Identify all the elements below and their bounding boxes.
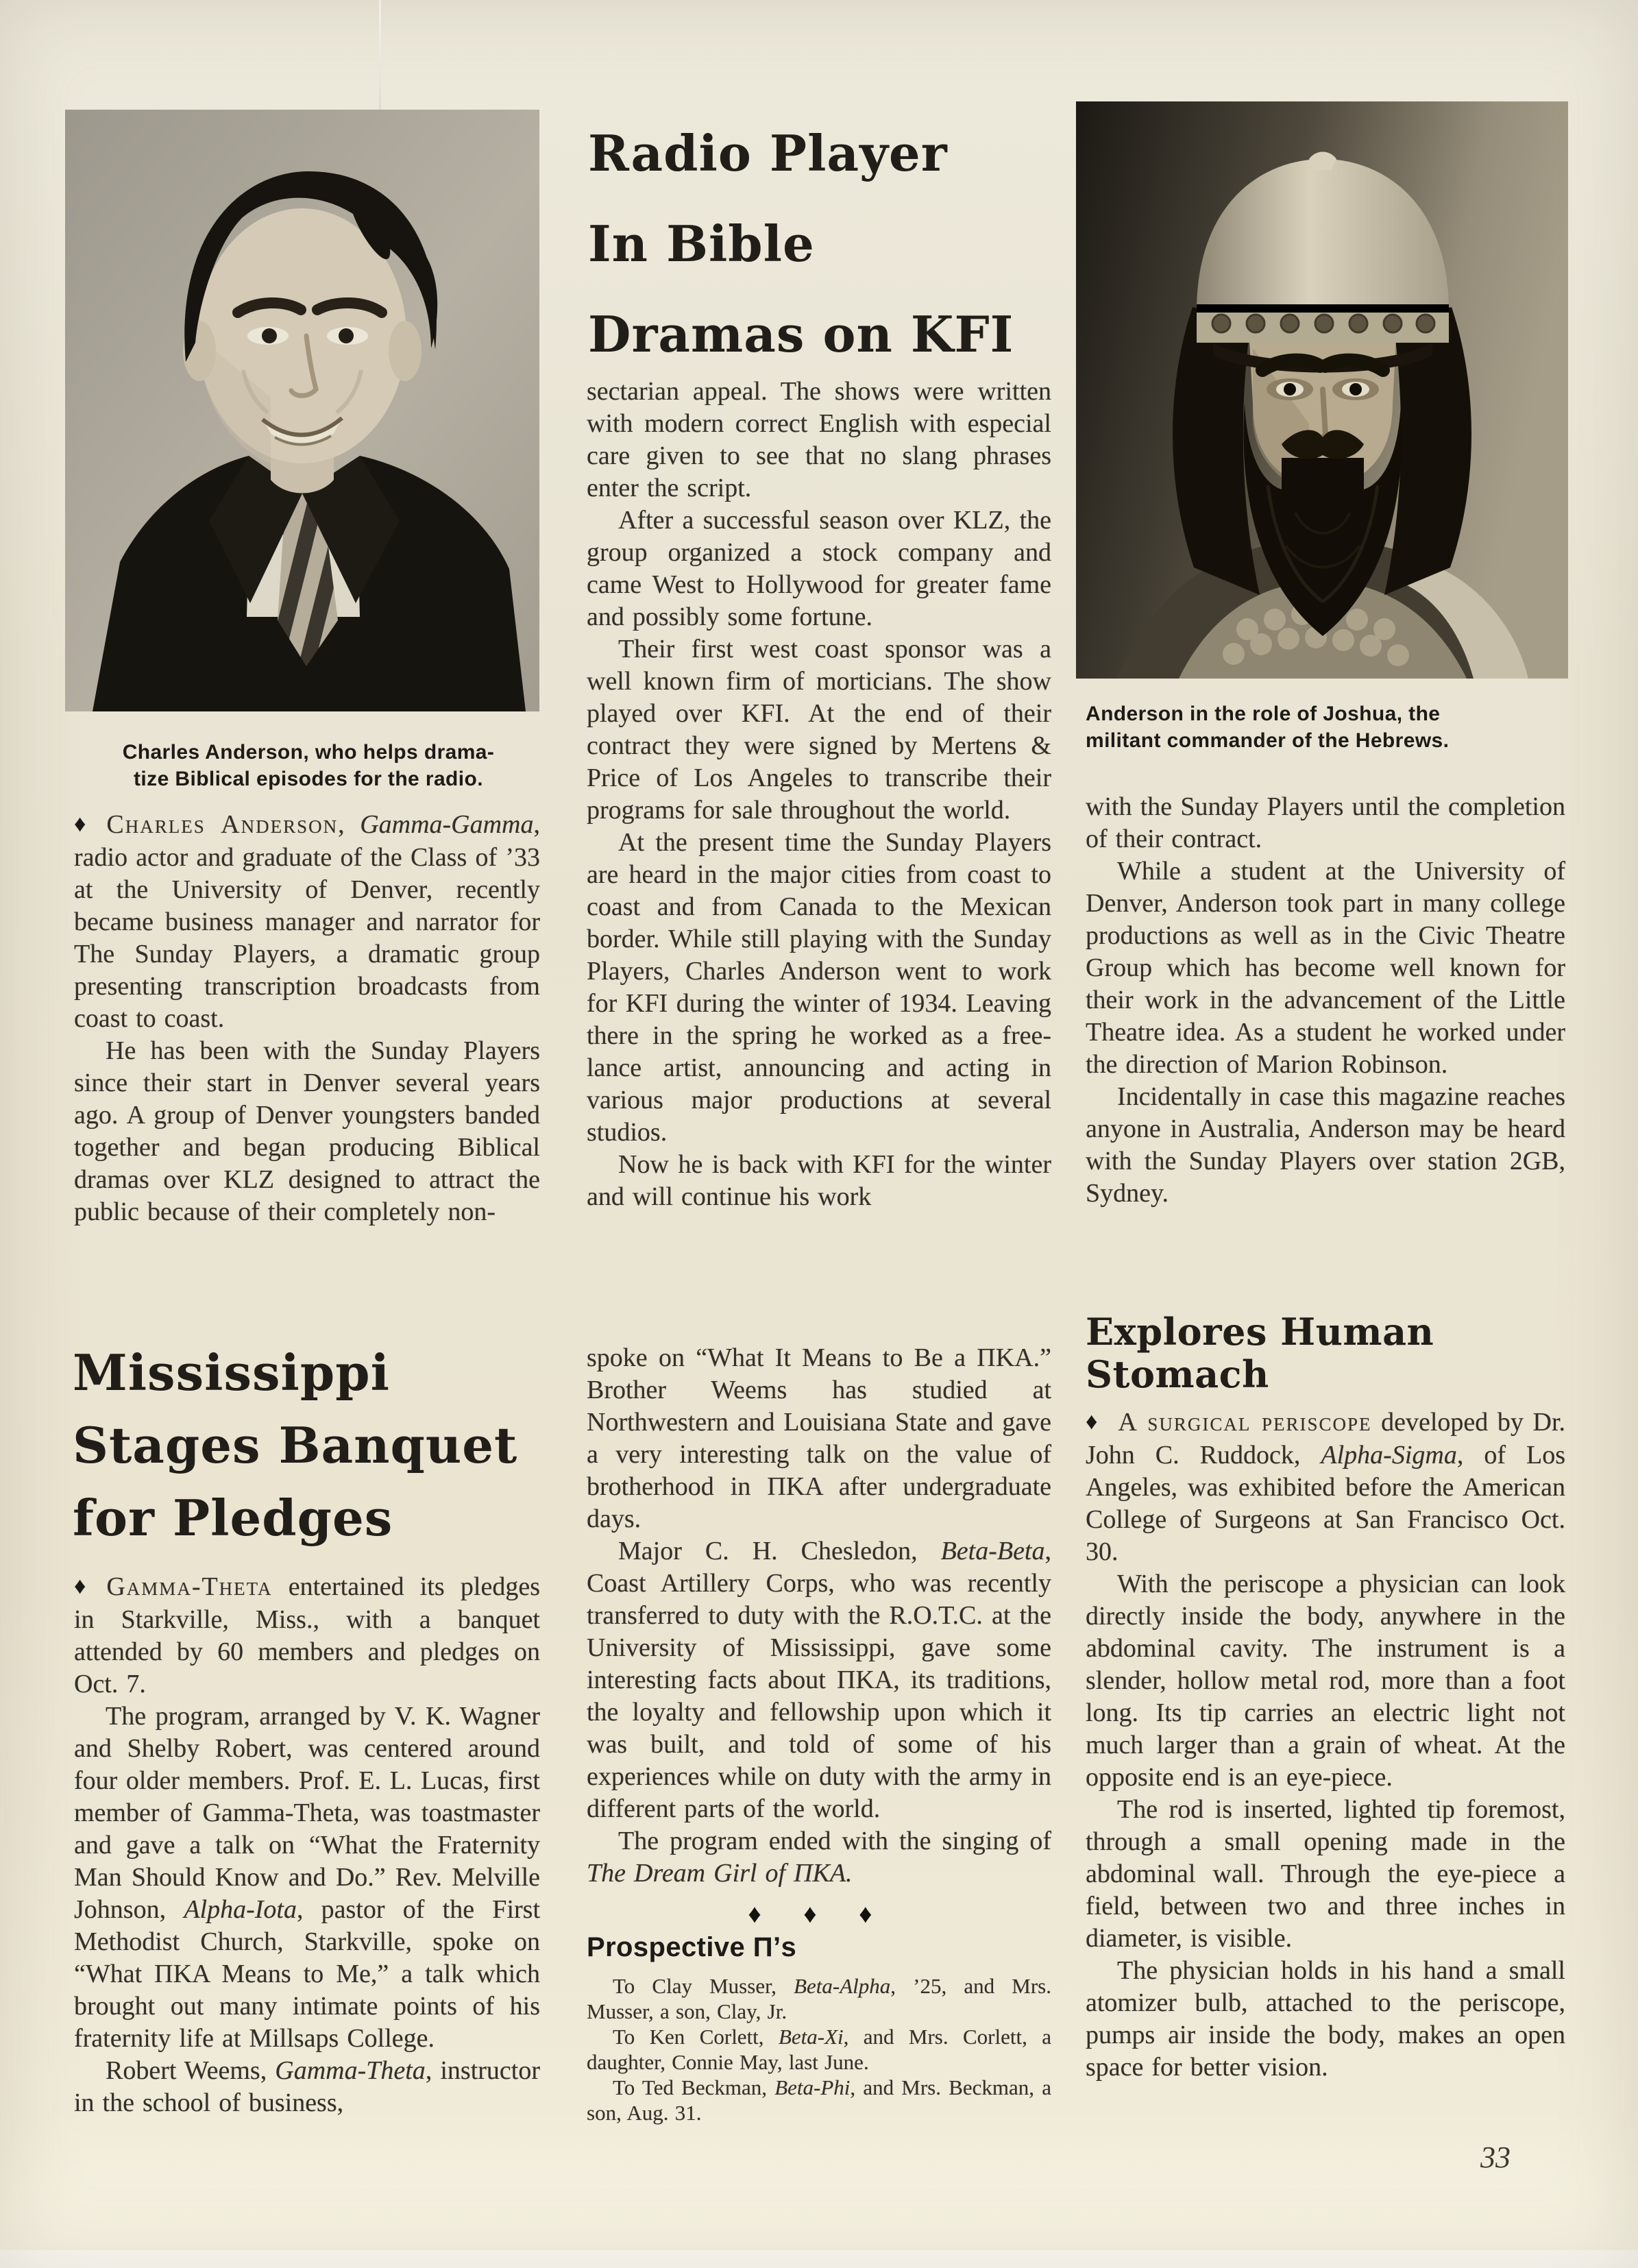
text-segment: Beta-Alpha: [794, 1974, 891, 1998]
article-explores-stomach: [1086, 1310, 1565, 2084]
text-segment: Incidentally in case this magazine reaches anyone in Australia, Anderson may be heard with the Sunday Players over station 2GB, Sydney.: [1086, 1082, 1565, 1208]
text-segment: Alpha-Iota: [184, 1895, 297, 1924]
heading-prospective-pis: Prospective Π’s: [587, 1932, 797, 1962]
text-line: for Pledges: [73, 1489, 393, 1547]
text-segment: , radio actor and graduate of the Class of ’33 at the University of Denver, recently became business manager and narrator for The Sunday Players, a dramatic group presenting transcription broadcasts from coast to coast.: [74, 810, 540, 1033]
text-segment: While a student at the University of Denver, Anderson took part in many college productions as well as in the Civic Theatre Group which has become well known for their work in the advancement of the Little Theatre idea. As a student he worked under the direction of Marion Robinson.: [1086, 857, 1565, 1079]
heading-explores-human-stomach: Explores Human Stomach: [1086, 1310, 1434, 1396]
text-segment: After a successful season over KLZ, the group organized a stock company and came West to Hollywood for greater fame and possibly some fortune.: [587, 506, 1051, 631]
paragraph: [587, 633, 1051, 827]
text-segment: The rod is inserted, lighted tip foremost, through a small opening made in the abdominal wall. Through the eye-piece a field, between two and three inches in diameter, is visible.: [1086, 1795, 1565, 1953]
paragraph: [587, 827, 1051, 1149]
text-line: tize Biblical episodes for the radio.: [134, 768, 483, 790]
paragraph: [1086, 1794, 1565, 1955]
paragraph: [587, 1149, 1051, 1213]
paragraph: [1086, 1406, 1565, 1568]
text-segment: , and Mrs. Beckman, a son, Aug. 31.: [587, 2075, 1051, 2125]
paragraph: [74, 809, 540, 1035]
text-segment: , pastor of the First Methodist Church, Starkville, spoke on “What ΠKA Means to Me,” a talk which brought out many intimate points of his fraternity life at Millsaps College.: [74, 1895, 541, 2053]
text-segment: The physician holds in his hand a small atomizer bulb, attached to the periscope, pumps air inside the body, makes an open space for better vision.: [1086, 1956, 1565, 2082]
text-line: militant commander of the Hebrews.: [1086, 729, 1450, 752]
paragraph: [74, 1035, 540, 1228]
text-segment: Gamma-Theta: [275, 2056, 426, 2085]
diamond-divider-icon: ♦ ♦ ♦: [748, 1900, 890, 1929]
text-segment: , of Los Angeles, was exhibited before the American College of Surgeons at San Francisco Oct. 30.: [1086, 1441, 1565, 1566]
text-line: Radio Player: [588, 124, 948, 182]
article-middle-top: [587, 376, 1051, 1213]
text-line: Charles Anderson, who helps drama-: [122, 741, 495, 764]
headline-mississippi-banquet: [73, 1337, 546, 1554]
paragraph: [1086, 1568, 1565, 1794]
paragraph: [587, 1973, 1051, 2024]
text-segment: To Ken Corlett,: [613, 2025, 779, 2049]
text-segment: Beta-Xi: [778, 2025, 844, 2049]
text-segment: Robert Weems,: [106, 2056, 276, 2085]
paragraph: [587, 1342, 1051, 1535]
paragraph: [587, 376, 1051, 504]
paragraph: [587, 1825, 1051, 1890]
photo-anderson-joshua: [1076, 101, 1568, 679]
text-segment: Gamma: [451, 810, 534, 839]
text-segment: At the present time the Sunday Players are heard in the major cities from coast to coast and from Canada to the Mexican border. While still playing with the Sunday Players, Charles Anderson went to work for KFI during the winter of 1934. Leaving there in the spring he worked as a free-lance artist, announcing and acting in various major productions at several studios.: [587, 828, 1051, 1147]
text-segment: Charles Anderson: [106, 810, 339, 839]
photo-charles-anderson: [65, 110, 539, 711]
diamond-icon: ♦: [74, 812, 86, 837]
paragraph: [74, 1571, 540, 1700]
article-left-bottom: [74, 1571, 540, 2119]
text-segment: Now he is back with KFI for the winter and will continue his work: [587, 1150, 1051, 1211]
headline-radio-player: [588, 108, 1061, 380]
paragraph: [587, 2024, 1051, 2075]
paragraph: [587, 1535, 1051, 1825]
text-line: In Bible: [588, 215, 815, 273]
text-line: Dramas on KFI: [588, 305, 1014, 363]
text-segment: Beta-Beta: [940, 1537, 1045, 1565]
text-segment: entertained its pledges in Starkville, Miss., with a banquet attended by 60 members and pledges on Oct. 7.: [74, 1572, 540, 1698]
diamond-icon: ♦: [1086, 1409, 1098, 1435]
text-segment: To Ted Beckman,: [613, 2075, 775, 2099]
text-segment: spoke on “What It Means to Be a ΠKA.” Brother Weems has studied at Northwestern and Louisiana State and gave a very interesting talk on the value of brotherhood in ΠKA after undergraduate days.: [587, 1343, 1051, 1533]
birth-announcements: [587, 1973, 1051, 2125]
text-line: Stages Banquet: [73, 1416, 518, 1474]
paragraph: [74, 1700, 540, 2055]
paragraph: [587, 504, 1051, 633]
text-segment: with the Sunday Players until the completion of their contract.: [1086, 792, 1565, 853]
text-line: Anderson in the role of Joshua, the: [1086, 703, 1441, 725]
text-line: Mississippi: [73, 1343, 390, 1402]
text-segment: To Clay Musser,: [613, 1974, 794, 1998]
paragraph: [1086, 1955, 1565, 2084]
caption-joshua: [1086, 700, 1558, 754]
caption-charles-anderson: [82, 739, 535, 792]
text-segment: , ’25, and Mrs. Musser, a son, Clay, Jr.: [587, 1974, 1051, 2023]
text-segment: The program, arranged by V. K. Wagner and Shelby Robert, was centered around four older members. Prof. E. L. Lucas, first member of Gamma-Theta, was toastmaster and gave a talk on “What the Fraternity Man Should Know and Do.” Rev. Melville Johnson,: [74, 1702, 540, 1924]
text-segment: ,: [338, 810, 360, 839]
portrait-illustration: [65, 110, 539, 711]
text-segment: Major C. H. Chesledon,: [618, 1537, 941, 1565]
text-segment: Gamma-: [360, 810, 452, 839]
text-segment: He has been with the Sunday Players since their start in Denver several years ago. A group of Denver youngsters banded together and began producing Biblical dramas over KLZ designed to attract the public because of their completely non-: [74, 1036, 540, 1226]
text-segment: developed by Dr. John C. Ruddock,: [1086, 1408, 1566, 1470]
text-segment: sectarian appeal. The shows were written with modern correct English with especial care given to see that no slang phrases enter the script.: [587, 377, 1051, 502]
article-left-top: [74, 809, 540, 1228]
paragraph: [1086, 1081, 1565, 1210]
article-right-top: [1086, 791, 1565, 1210]
paragraph: [587, 2075, 1051, 2125]
text-segment: Their first west coast sponsor was a well known firm of morticians. The show played over KFI. At the end of their contract they were signed by Mertens & Price of Los Angeles to transcribe their programs for sale throughout the world.: [587, 635, 1051, 825]
paragraph: [1086, 855, 1565, 1081]
text-segment: , instructor in the school of business,: [74, 2056, 541, 2117]
stomach-paras: [1086, 1406, 1565, 2084]
text-segment: Beta-Phi: [774, 2075, 851, 2099]
text-segment: , and Mrs. Corlett, a daughter, Connie May, last June.: [587, 2025, 1051, 2074]
text-segment: With the periscope a physician can look directly inside the body, anywhere in the abdominal cavity. The instrument is a slender, hollow metal rod, more than a foot long. Its tip carries an electric light not much larger than a grain of wheat. At the opposite end is an eye-piece.: [1086, 1570, 1565, 1792]
paragraph: [74, 2055, 540, 2119]
text-segment: , Coast Artillery Corps, who was recently transferred to duty with the R.O.T.C. at the University of Mississippi, gave some interesting facts about ΠKA, its traditions, the loyalty and fellowship upon which it was built, and told of some of his experiences while on duty with the army in different parts of the world.: [587, 1537, 1051, 1823]
text-segment: Alpha-: [1321, 1441, 1392, 1470]
text-segment: The Dream Girl of ΠKA.: [587, 1859, 853, 1888]
text-segment: A surgical periscope: [1118, 1408, 1372, 1437]
page-number: 33: [1480, 2141, 1511, 2174]
article-middle-bottom: [587, 1342, 1051, 2125]
paragraph: [1086, 791, 1565, 855]
middle-bottom-paras: [587, 1342, 1051, 1890]
scan-bottom-edge: [0, 2250, 1638, 2268]
costume-illustration: [1076, 101, 1568, 679]
diamond-icon: ♦: [74, 1574, 86, 1599]
text-segment: The program ended with the singing of: [618, 1827, 1051, 1855]
text-segment: Sigma: [1391, 1441, 1457, 1470]
text-segment: Gamma-Theta: [106, 1572, 273, 1601]
